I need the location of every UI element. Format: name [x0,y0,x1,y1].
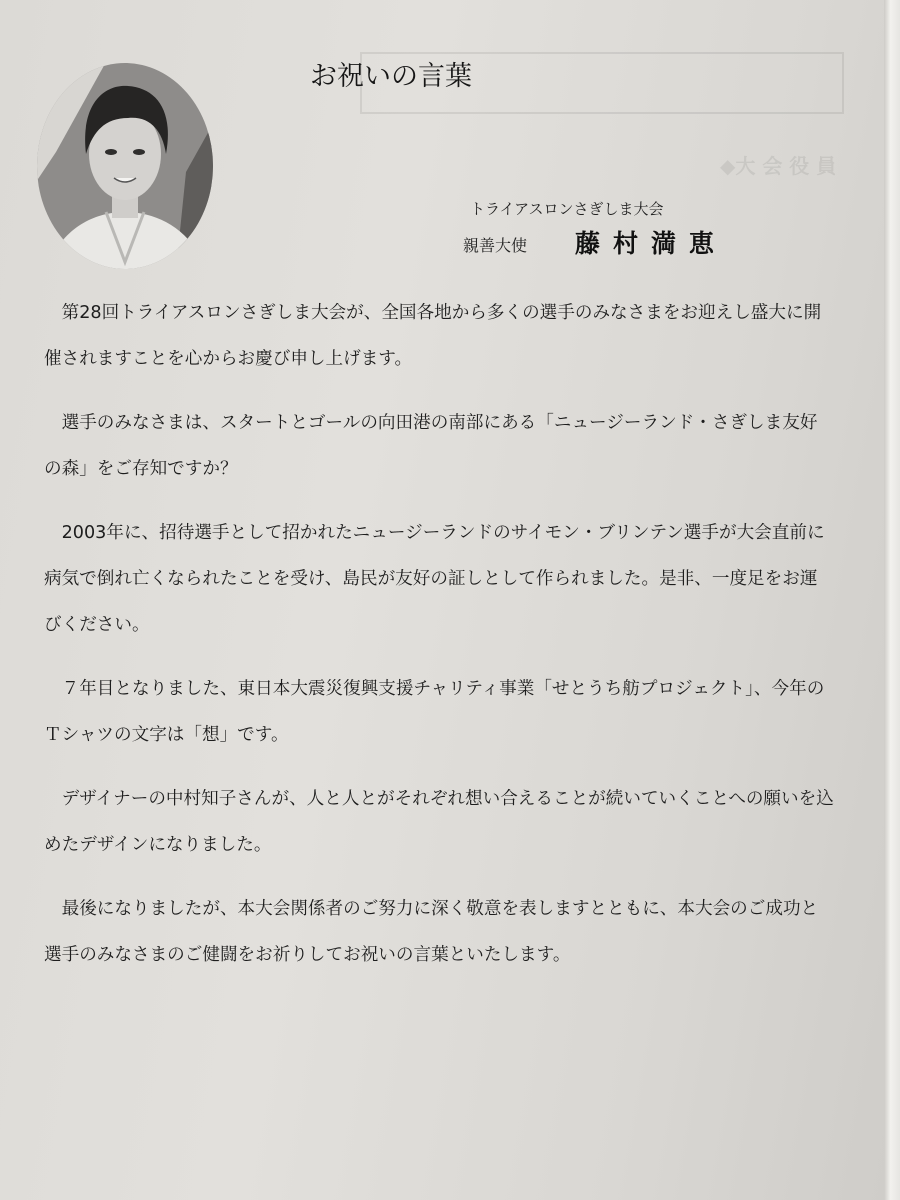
page-edge [884,0,900,1200]
page-title: お祝いの言葉 [310,61,472,92]
paragraph: 最後になりましたが、本大会関係者のご努力に深く敬意を表しますとともに、本大会のご成功と選手のみなさまのご健闘をお祈りしてお祝いの言葉といたします。 [44,899,819,965]
bleed-through-text: ◆大 会 役 員 [720,154,837,178]
author-name: 藤村満恵 [575,229,728,258]
paragraph: 第28回トライアスロンさぎしま大会が、全国各地から多くの選手のみなさまをお迎えし盛大に開催されますことを心からお慶び申し上げます。 [44,303,822,369]
paragraph: デザイナーの中村知子さんが、人と人とがそれぞれ想い合えることが続いていくことへの願いを込めたデザインになりました。 [44,789,834,855]
author-organization: トライアスロンさぎしま大会 [470,200,664,218]
paragraph: ７年目となりました、東日本大震災復興支援チャリティ事業「せとうち舫プロジェクト」、今年のＴシャツの文字は「想」です。 [44,679,825,745]
paragraph: 2003年に、招待選手として招かれたニュージーランドのサイモン・ブリンテン選手が大会直前に病気で倒れ亡くなられたことを受け、島民が友好の証しとして作られました。是非、一度足をお運びください。 [44,523,825,635]
message-body [44,290,834,996]
portrait-photo [36,62,214,270]
author-role: 親善大使 [463,236,528,255]
paragraph: 選手のみなさまは、スタートとゴールの向田港の南部にある「ニュージーランド・さぎしま友好の森」をご存知ですか？ [44,413,818,479]
